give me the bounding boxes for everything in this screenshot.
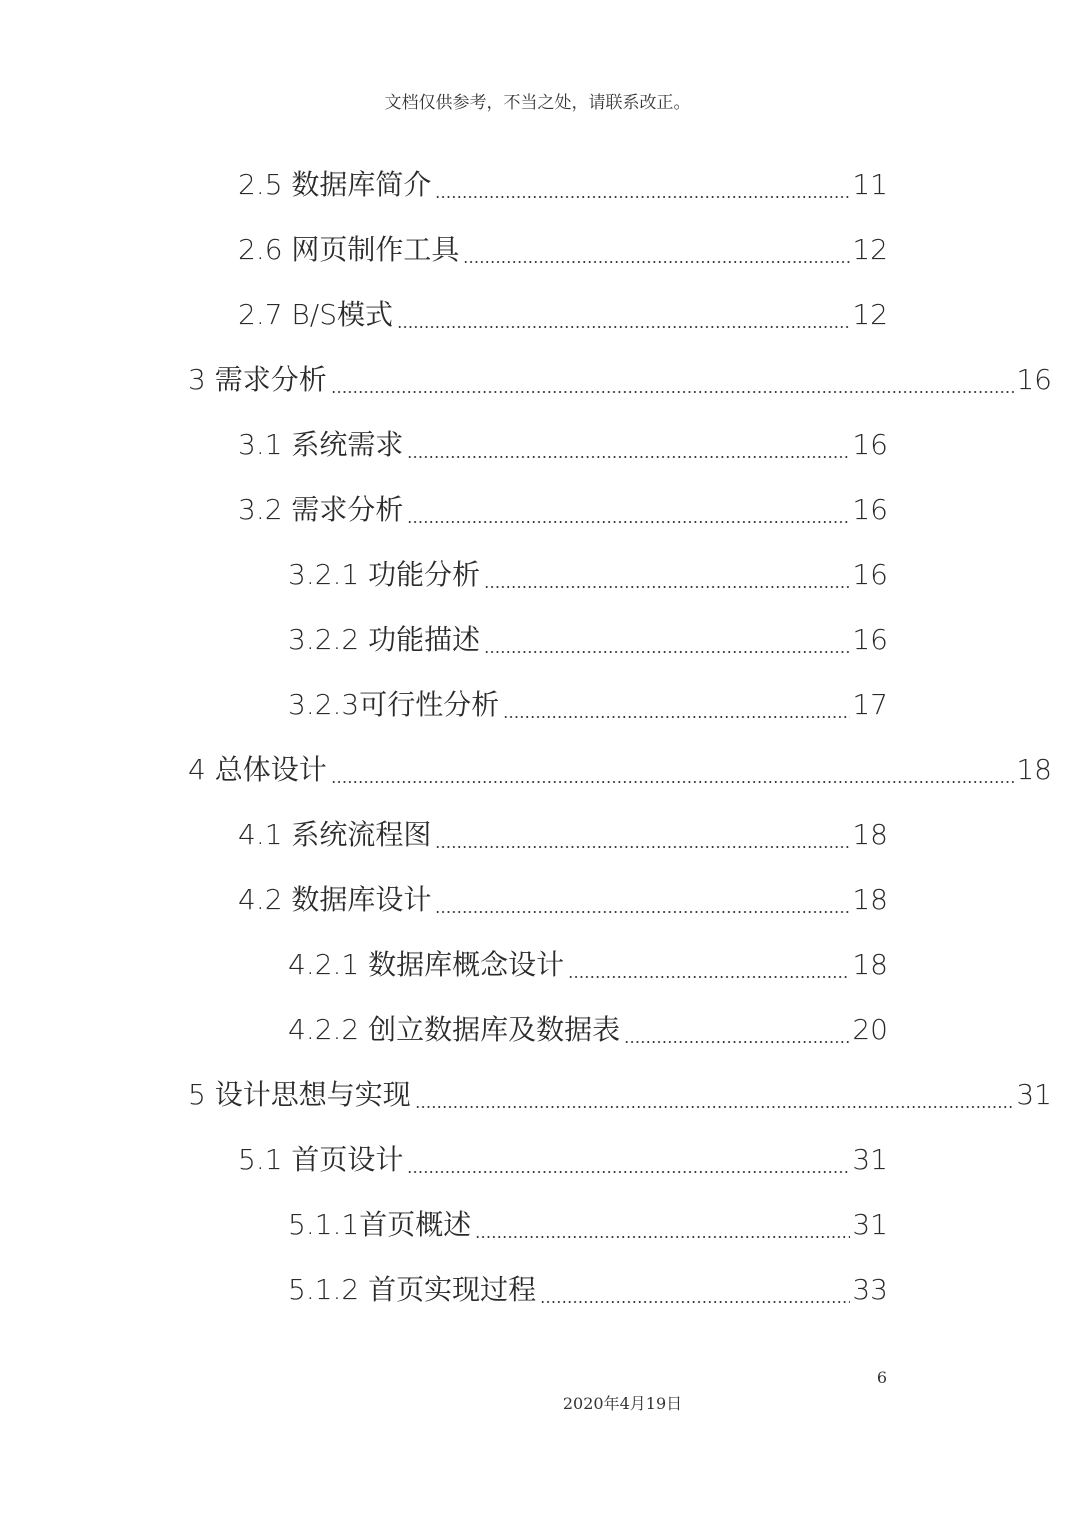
toc-dot-leader <box>568 954 850 982</box>
toc-entry-page: 16 <box>852 493 888 526</box>
toc-entry-page: 20 <box>852 1013 888 1046</box>
toc-entry-page: 16 <box>852 428 888 461</box>
toc-entry[interactable] <box>238 423 888 467</box>
toc-entry[interactable] <box>288 553 888 597</box>
toc-entry[interactable] <box>288 943 888 987</box>
toc-entry-title: 3 需求分析 <box>188 363 327 396</box>
toc-entry[interactable] <box>188 358 1052 402</box>
toc-entry-page: 31 <box>852 1143 888 1176</box>
toc-entry[interactable] <box>288 1268 888 1312</box>
toc-entry-page: 16 <box>852 623 888 656</box>
page-header: 文档仅供参考，不当之处，请联系改正。 <box>384 93 691 113</box>
toc-entry-title: 4.1 系统流程图 <box>238 818 432 851</box>
toc-entry-page: 31 <box>852 1208 888 1241</box>
toc-dot-leader <box>415 1084 1015 1112</box>
toc-entry-title: 3.2.2 功能描述 <box>288 623 481 656</box>
toc-entry[interactable] <box>288 618 888 662</box>
toc-entry-title: 3.1 系统需求 <box>238 428 404 461</box>
toc-entry[interactable] <box>238 228 888 272</box>
toc-entry-title: 5.1.1首页概述 <box>288 1208 472 1241</box>
toc-dot-leader <box>484 564 850 592</box>
toc-entry[interactable] <box>238 813 888 857</box>
toc-entry[interactable] <box>238 163 888 207</box>
toc-entry[interactable] <box>288 1203 888 1247</box>
toc-entry[interactable] <box>188 1073 1052 1117</box>
toc-dot-leader <box>407 499 850 527</box>
toc-dot-leader <box>331 369 1015 397</box>
toc-entry-page: 16 <box>852 558 888 591</box>
toc-entry-title: 4 总体设计 <box>188 753 327 786</box>
toc-entry[interactable] <box>238 293 888 337</box>
toc-entry-title: 4.2 数据库设计 <box>238 883 432 916</box>
toc-dot-leader <box>463 239 850 267</box>
toc-entry-title: 3.2.3可行性分析 <box>288 688 500 721</box>
toc-dot-leader <box>540 1279 850 1307</box>
toc-entry-title: 5.1.2 首页实现过程 <box>288 1273 537 1306</box>
toc-dot-leader <box>475 1214 850 1242</box>
toc-dot-leader <box>503 694 850 722</box>
toc-entry-page: 33 <box>852 1273 888 1306</box>
toc-entry[interactable] <box>188 748 1052 792</box>
toc-entry-title: 4.2.2 创立数据库及数据表 <box>288 1013 621 1046</box>
toc-entry[interactable] <box>238 878 888 922</box>
toc-dot-leader <box>435 824 850 852</box>
toc-entry-title: 4.2.1 数据库概念设计 <box>288 948 565 981</box>
toc-entry-title: 3.2.1 功能分析 <box>288 558 481 591</box>
toc-dot-leader <box>407 1149 850 1177</box>
toc-entry-page: 12 <box>852 298 888 331</box>
toc-entry-title: 5 设计思想与实现 <box>188 1078 411 1111</box>
footer-date: 2020年4月19日 <box>562 1394 683 1413</box>
toc-entry-page: 11 <box>852 168 888 201</box>
toc-entry-title: 5.1 首页设计 <box>238 1143 404 1176</box>
toc-entry-page: 12 <box>852 233 888 266</box>
toc-entry-page: 16 <box>1016 363 1052 396</box>
toc-entry[interactable] <box>238 1138 888 1182</box>
toc-dot-leader <box>397 304 850 332</box>
toc-entry-page: 18 <box>852 818 888 851</box>
toc-dot-leader <box>435 889 850 917</box>
toc-entry-title: 2.6 网页制作工具 <box>238 233 460 266</box>
toc-entry-page: 18 <box>852 883 888 916</box>
toc-dot-leader <box>624 1019 850 1047</box>
toc-entry-page: 18 <box>1016 753 1052 786</box>
toc-entry-page: 31 <box>1016 1078 1052 1111</box>
toc-entry-page: 18 <box>852 948 888 981</box>
toc-entry[interactable] <box>288 683 888 727</box>
toc-entry-title: 2.7 B/S模式 <box>238 298 393 331</box>
toc-dot-leader <box>484 629 850 657</box>
toc-entry-page: 17 <box>852 688 888 721</box>
toc-dot-leader <box>331 759 1015 787</box>
toc-entry[interactable] <box>238 488 888 532</box>
page-number: 6 <box>876 1368 888 1387</box>
toc-dot-leader <box>435 174 850 202</box>
toc-entry-title: 2.5 数据库简介 <box>238 168 432 201</box>
toc-entry[interactable] <box>288 1008 888 1052</box>
toc-entry-title: 3.2 需求分析 <box>238 493 404 526</box>
toc-dot-leader <box>407 434 850 462</box>
